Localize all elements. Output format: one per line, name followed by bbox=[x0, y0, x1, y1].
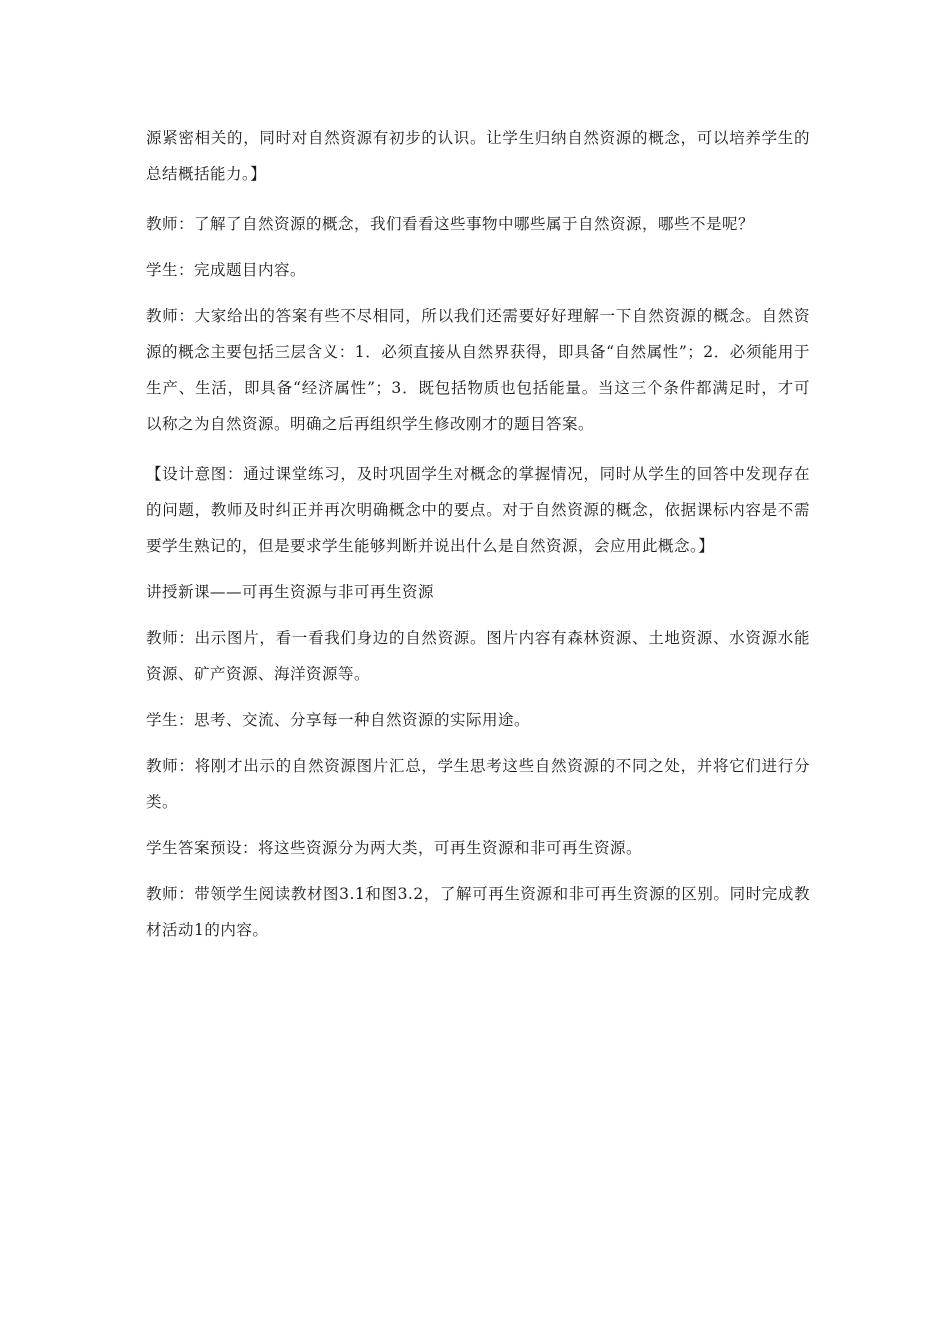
paragraph-design-intent: 【设计意图：通过课堂练习，及时巩固学生对概念的掌握情况，同时从学生的回答中发现存在的问题，教师及时纠正并再次明确概念中的要点。对于自然资源的概念，依据课标内容是不需要学生熟记的，但是要求学生能够判断并说出什么是自然资源，会应用此概念。】 bbox=[146, 465, 810, 555]
paragraph-teacher-explain: 教师：大家给出的答案有些不尽相同，所以我们还需要好好理解一下自然资源的概念。自然资源的概念主要包括三层含义：1．必须直接从自然界获得，即具备“自然属性”；2．必须能用于生产、生活，即具备“经济属性”；3．既包括物质也包括能量。当这三个条件都满足时，才可以称之为自然资源。明确之后再组织学生修改刚才的题目答案。 bbox=[146, 307, 810, 433]
paragraph-teacher-pictures: 教师：出示图片，看一看我们身边的自然资源。图片内容有森林资源、土地资源、水资源水能资源、矿产资源、海洋资源等。 bbox=[146, 629, 810, 683]
paragraph-teacher-question: 教师：了解了自然资源的概念，我们看看这些事物中哪些属于自然资源，哪些不是呢？ bbox=[146, 215, 755, 233]
paragraph-student-answer: 学生答案预设：将这些资源分为两大类，可再生资源和非可再生资源。 bbox=[146, 839, 643, 857]
paragraph-student-complete: 学生：完成题目内容。 bbox=[146, 261, 307, 279]
section-heading: 讲授新课——可再生资源与非可再生资源 bbox=[146, 583, 435, 601]
paragraph-design-intent-end: 源紧密相关的，同时对自然资源有初步的认识。让学生归纳自然资源的概念，可以培养学生的总结概括能力。】 bbox=[146, 129, 810, 183]
paragraph-teacher-textbook: 教师：带领学生阅读教材图3.1和图3.2，了解可再生资源和非可再生资源的区别。同时完成教材活动1的内容。 bbox=[146, 885, 810, 939]
paragraph-student-discuss: 学生：思考、交流、分享每一种自然资源的实际用途。 bbox=[146, 711, 531, 729]
paragraph-teacher-classify: 教师：将刚才出示的自然资源图片汇总，学生思考这些自然资源的不同之处，并将它们进行分类。 bbox=[146, 757, 810, 811]
document-page bbox=[146, 120, 810, 948]
